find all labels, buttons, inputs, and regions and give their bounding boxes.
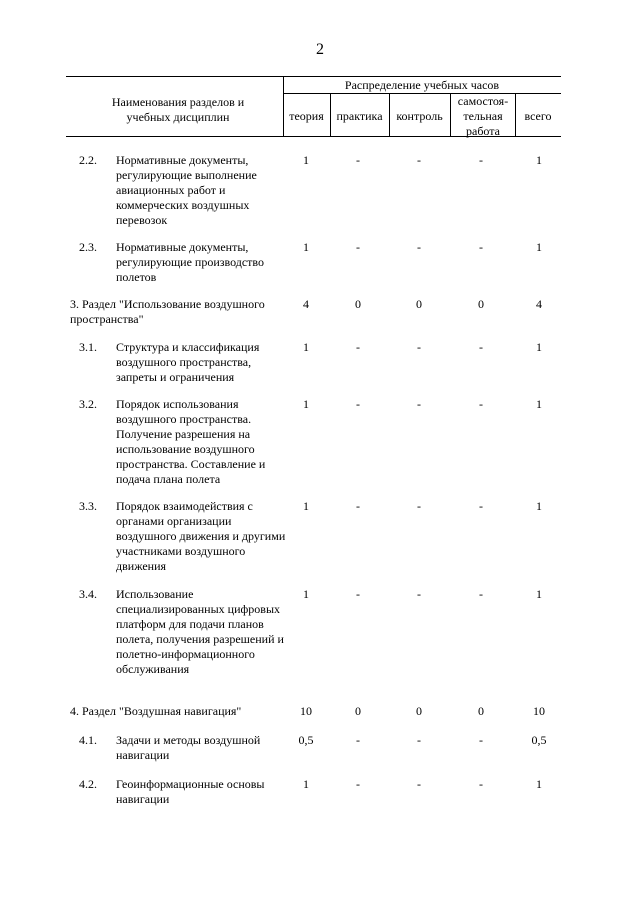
- cell-self-study: -: [479, 153, 483, 167]
- cell-total: 1: [536, 397, 542, 411]
- header-col-total: всего: [524, 109, 552, 123]
- cell-control: -: [417, 153, 421, 167]
- cell-theory: 1: [303, 240, 309, 254]
- row-title: Геоинформационные основы навигации: [116, 777, 265, 806]
- cell-theory: 0,5: [298, 733, 314, 747]
- row-number: 2.2.: [79, 153, 97, 167]
- cell-self-study: -: [479, 733, 483, 747]
- cell-theory: 1: [303, 153, 309, 167]
- cell-control: -: [417, 240, 421, 254]
- cell-practice: -: [356, 499, 360, 513]
- cell-self-study: -: [479, 340, 483, 354]
- cell-control: -: [417, 733, 421, 747]
- cell-self-study: -: [479, 777, 483, 791]
- row-title: Порядок использования воздушного пространства. Получение разрешения на использование воздушного пространства. Составление и подача плана полета: [116, 397, 266, 486]
- cell-control: -: [417, 397, 421, 411]
- row-number: 4.2.: [79, 777, 97, 791]
- row-title: Структура и классификация воздушного пространства, запреты и ограничения: [116, 340, 260, 384]
- cell-theory: 1: [303, 340, 309, 354]
- cell-theory: 1: [303, 397, 309, 411]
- cell-theory: 10: [300, 704, 312, 718]
- cell-total: 4: [536, 297, 542, 311]
- page-number: 2: [316, 41, 324, 58]
- cell-total: 1: [536, 240, 542, 254]
- cell-practice: -: [356, 587, 360, 601]
- row-number: 2.3.: [79, 240, 97, 254]
- row-title: Задачи и методы воздушной навигации: [116, 733, 261, 762]
- row-title: Использование специализированных цифровых платформ для подачи планов полета, получения разрешений и полетно-информационного обслуживания: [116, 587, 284, 676]
- cell-theory: 1: [303, 499, 309, 513]
- row-number: 3.2.: [79, 397, 97, 411]
- row-number: 3.3.: [79, 499, 97, 513]
- row-title: Порядок взаимодействия с органами организации воздушного движения и другими участниками воздушного движения: [116, 499, 286, 573]
- cell-control: -: [417, 340, 421, 354]
- cell-self-study: 0: [478, 704, 484, 718]
- cell-practice: -: [356, 340, 360, 354]
- cell-total: 1: [536, 499, 542, 513]
- cell-self-study: -: [479, 397, 483, 411]
- row-number: 4.1.: [79, 733, 97, 747]
- header-group-rule: [283, 93, 561, 94]
- header-top-rule: [66, 76, 561, 77]
- cell-control: 0: [416, 704, 422, 718]
- cell-total: 1: [536, 153, 542, 167]
- cell-practice: -: [356, 397, 360, 411]
- header-col-self-study: самостоя-тельная работа: [457, 94, 509, 138]
- cell-total: 1: [536, 777, 542, 791]
- header-name-column: Наименования разделов и учебных дисциплин: [111, 95, 245, 124]
- cell-total: 0,5: [531, 733, 547, 747]
- row-title: Нормативные документы, регулирующие выполнение авиационных работ и коммерческих воздушных перевозок: [116, 153, 257, 227]
- section-title: 3. Раздел "Использование воздушного пространства": [70, 297, 265, 326]
- cell-practice: 0: [355, 704, 361, 718]
- cell-total: 10: [533, 704, 545, 718]
- cell-control: -: [417, 587, 421, 601]
- cell-practice: -: [356, 153, 360, 167]
- cell-total: 1: [536, 587, 542, 601]
- header-col-practice: практика: [336, 109, 383, 123]
- header-divider: [450, 93, 451, 136]
- cell-self-study: -: [479, 499, 483, 513]
- cell-control: 0: [416, 297, 422, 311]
- header-group-label: Распределение учебных часов: [344, 78, 500, 92]
- row-number: 3.1.: [79, 340, 97, 354]
- cell-practice: -: [356, 733, 360, 747]
- cell-practice: -: [356, 240, 360, 254]
- cell-theory: 1: [303, 587, 309, 601]
- row-title: Нормативные документы, регулирующие производство полетов: [116, 240, 265, 284]
- section-title: 4. Раздел "Воздушная навигация": [70, 704, 242, 718]
- cell-control: -: [417, 777, 421, 791]
- header-col-control: контроль: [396, 109, 443, 123]
- cell-self-study: -: [479, 240, 483, 254]
- cell-practice: -: [356, 777, 360, 791]
- cell-practice: 0: [355, 297, 361, 311]
- header-col-theory: теория: [289, 109, 324, 123]
- cell-total: 1: [536, 340, 542, 354]
- cell-self-study: 0: [478, 297, 484, 311]
- row-number: 3.4.: [79, 587, 97, 601]
- cell-control: -: [417, 499, 421, 513]
- cell-theory: 4: [303, 297, 309, 311]
- cell-self-study: -: [479, 587, 483, 601]
- cell-theory: 1: [303, 777, 309, 791]
